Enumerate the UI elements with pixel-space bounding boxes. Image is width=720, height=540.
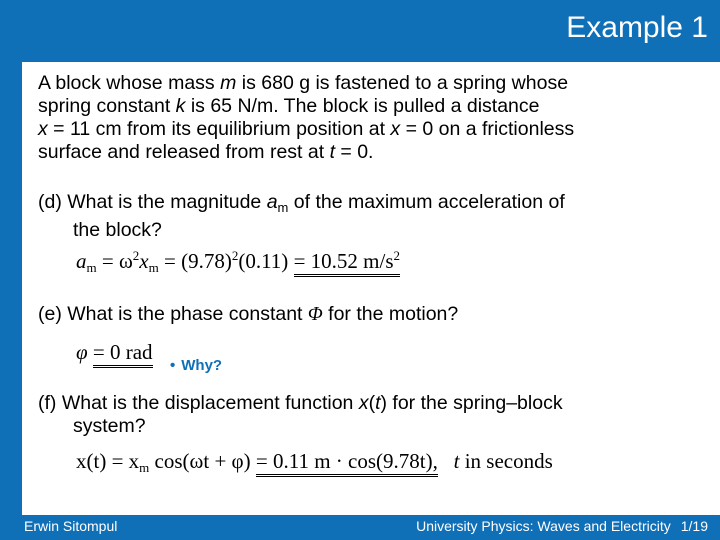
eq-result: = 0.11 m · cos(9.78t), xyxy=(256,449,438,477)
footer-course: University Physics: Waves and Electricity xyxy=(416,518,671,534)
var-m: m xyxy=(220,72,237,94)
var-phi: Φ xyxy=(307,304,323,325)
var-x: x xyxy=(38,118,48,140)
intro-text: spring constant xyxy=(38,95,176,117)
eq-text: = ω xyxy=(96,249,133,273)
eq-subscript: m xyxy=(86,260,97,275)
question-text: (f) What is the displacement function xyxy=(38,392,359,414)
intro-text: is 65 N/m. The block is pulled a distance xyxy=(185,95,540,117)
question-text: the block? xyxy=(73,219,162,241)
eq-symbol: φ xyxy=(76,340,88,364)
var-x: x xyxy=(390,118,401,140)
why-label: Why? xyxy=(181,357,223,374)
slide-title: Example 1 xyxy=(566,11,708,44)
var-a: a xyxy=(266,191,278,213)
why-bullet xyxy=(170,357,222,374)
question-text: (d) What is the magnitude xyxy=(38,191,267,213)
question-text: system? xyxy=(73,415,146,437)
eq-result: = 0 rad xyxy=(93,340,153,368)
intro-text: = 0 on a frictionless xyxy=(400,118,575,140)
question-f xyxy=(38,392,706,438)
eq-result xyxy=(294,249,400,277)
eq-symbol: a xyxy=(76,249,87,273)
bullet-icon: • xyxy=(170,357,176,374)
var-x: x xyxy=(358,392,369,414)
equation-f xyxy=(76,449,553,476)
left-accent-bar xyxy=(0,0,22,540)
question-e xyxy=(38,303,706,326)
question-d xyxy=(38,191,706,242)
eq-text: (0.11) xyxy=(238,249,294,273)
equation-e xyxy=(76,340,153,365)
eq-symbol: x xyxy=(139,249,149,273)
eq-text: in seconds xyxy=(459,449,553,473)
question-text: (e) What is the phase constant xyxy=(38,303,308,325)
eq-subscript: m xyxy=(139,460,150,475)
intro-text: = 11 cm from its equilibrium position at xyxy=(47,118,391,140)
eq-superscript: 2 xyxy=(132,248,140,263)
equation-d xyxy=(76,248,400,276)
eq-text: cos(ωt + φ) xyxy=(149,449,256,473)
question-text: of the maximum acceleration of xyxy=(288,191,565,213)
eq-superscript: 2 xyxy=(231,248,239,263)
var-t: t xyxy=(329,141,335,163)
footer-author: Erwin Sitompul xyxy=(24,518,118,534)
var-t: t xyxy=(375,392,381,414)
eq-symbol: t xyxy=(453,449,460,473)
eq-superscript: 2 xyxy=(393,248,400,263)
var-a-subscript: m xyxy=(277,200,289,215)
intro-text: surface and released from rest at xyxy=(38,141,330,163)
question-text: for the motion? xyxy=(322,303,459,325)
intro-text: A block whose mass xyxy=(38,72,221,94)
intro-text: is 680 g is fastened to a spring whose xyxy=(236,72,569,94)
problem-statement xyxy=(38,72,706,164)
eq-result-text: = 10.52 m/s xyxy=(293,249,394,273)
eq-subscript: m xyxy=(148,260,159,275)
question-text: for the spring–block xyxy=(386,392,563,414)
eq-text: x(t) = x xyxy=(76,449,140,473)
question-text: ( xyxy=(368,392,376,414)
var-k: k xyxy=(175,95,186,117)
question-text: ) xyxy=(380,392,387,414)
page-number: 1/19 xyxy=(680,518,708,534)
intro-text: = 0. xyxy=(334,141,374,163)
footer-info xyxy=(416,518,708,534)
eq-text: = (9.78) xyxy=(158,249,232,273)
